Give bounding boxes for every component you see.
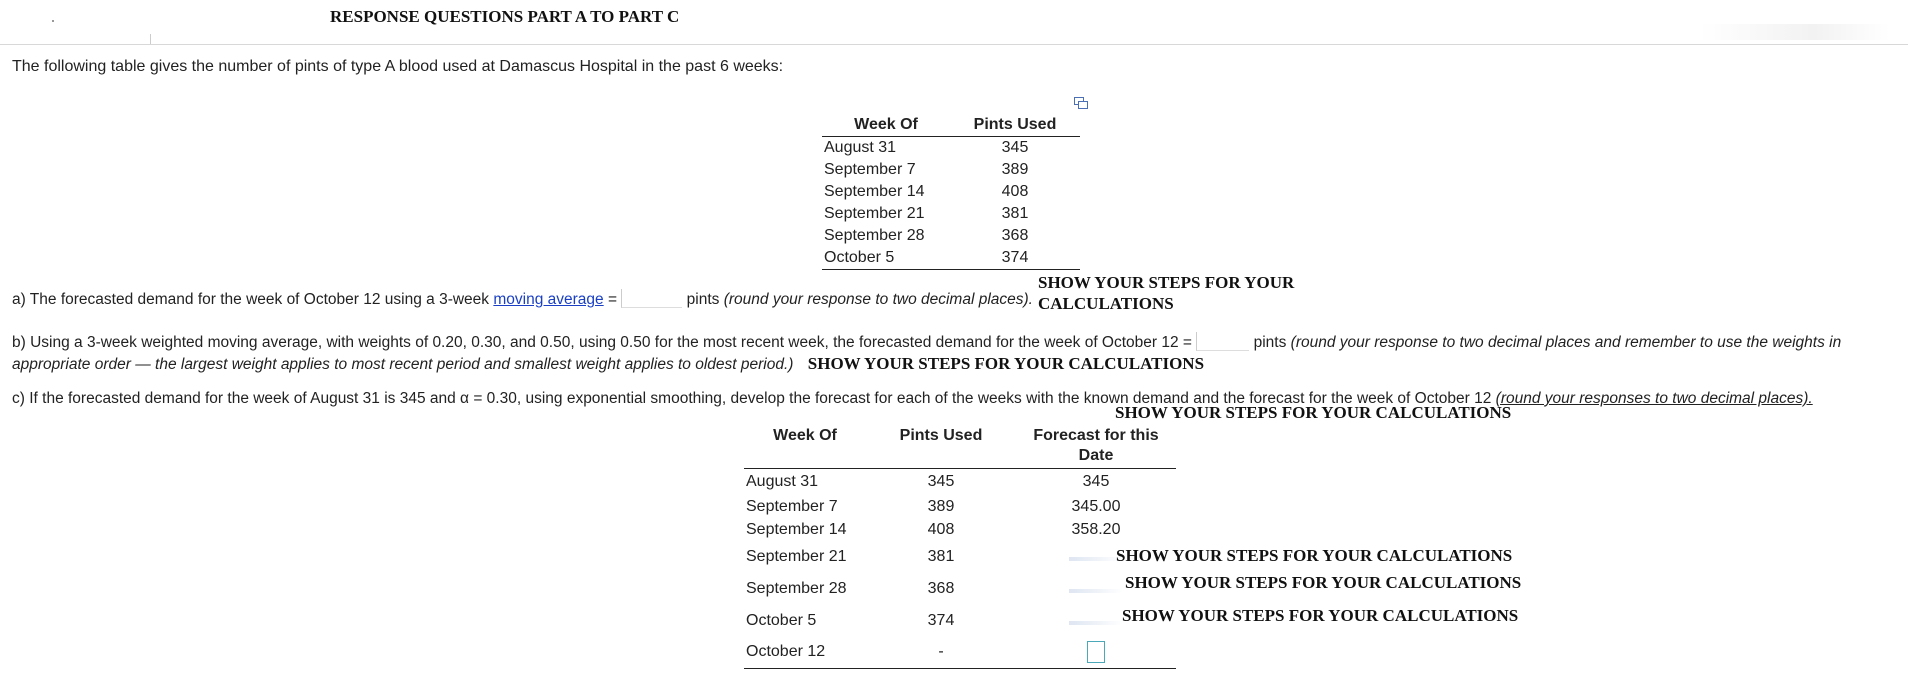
part-c-steps: SHOW YOUR STEPS FOR YOUR CALCULATIONS (1115, 403, 1512, 422)
part-b-question-line2 (12, 354, 1204, 374)
pints-cell: 389 (927, 497, 955, 515)
col-header-forecast: Forecast for this Date (1016, 426, 1176, 469)
week-cell: September 21 (824, 205, 925, 222)
col-header-week: Week Of (822, 114, 950, 137)
pints-cell: 368 (927, 579, 955, 597)
pints-cell: 345 (1001, 139, 1029, 156)
steps-sep21: SHOW YOUR STEPS FOR YOUR CALCULATIONS (1116, 546, 1513, 565)
week-cell: August 31 (746, 472, 819, 490)
week-cell: September 28 (746, 579, 847, 597)
forecast-table (744, 426, 1176, 669)
pints-cell: 345 (927, 472, 955, 490)
forecast-input-oct5[interactable] (1069, 621, 1123, 625)
intro-text: The following table gives the number of pints of type A blood used at Damascus Hospital in the past 6 weeks: (12, 58, 784, 75)
part-b-question-line1 (12, 332, 1841, 352)
table-row (822, 137, 1080, 160)
pints-cell: 374 (927, 611, 955, 629)
part-c-question (12, 390, 1813, 408)
table-row (822, 247, 1080, 270)
col-header-pints: Pints Used (950, 114, 1080, 137)
part-b-round-note: (round your response to two decimal places and remember to use the weights in (1290, 334, 1842, 351)
pints-cell: 374 (950, 247, 1080, 270)
table-row (744, 495, 1176, 519)
col-header-week: Week Of (744, 426, 866, 469)
week-cell: September 28 (824, 227, 925, 244)
pints-table (822, 114, 1080, 270)
pints-cell: 389 (1001, 161, 1029, 178)
table-row (744, 605, 1176, 637)
forecast-input-sep21[interactable] (1069, 557, 1123, 561)
steps-oct5: SHOW YOUR STEPS FOR YOUR CALCULATIONS (1122, 606, 1519, 625)
part-a-answer-input[interactable] (621, 289, 682, 308)
part-b-steps: SHOW YOUR STEPS FOR YOUR CALCULATIONS (807, 354, 1205, 373)
part-a-question (12, 289, 1033, 309)
page-title: RESPONSE QUESTIONS PART A TO PART C (330, 7, 680, 26)
pints-cell: - (866, 637, 1016, 669)
table-row (744, 519, 1176, 541)
col-header-pints: Pints Used (866, 426, 1016, 469)
part-b-pints: pints (1253, 334, 1291, 351)
table-row (822, 225, 1080, 247)
table-row (822, 181, 1080, 203)
forecast-cell: 345 (1082, 472, 1110, 490)
pints-cell: 368 (1001, 227, 1029, 244)
pints-cell: 408 (927, 520, 955, 538)
part-a-equals: = (603, 291, 618, 308)
week-cell: October 5 (746, 611, 817, 629)
pints-cell: 381 (927, 547, 955, 565)
header-divider (0, 44, 1908, 45)
week-cell: September 14 (824, 183, 925, 200)
forecast-input-oct12[interactable] (1087, 641, 1105, 663)
part-a-text: a) The forecasted demand for the week of October 12 using a 3-week (12, 291, 494, 308)
part-a-steps-line2: CALCULATIONS (1038, 294, 1174, 313)
pints-cell: 381 (1001, 205, 1029, 222)
forecast-cell (1016, 637, 1176, 669)
week-cell: October 5 (822, 247, 950, 270)
forecast-cell: 358.20 (1071, 520, 1121, 538)
week-cell: September 7 (746, 497, 838, 515)
part-c-round-note: (round your responses to two decimal places). (1495, 390, 1813, 407)
copy-icon[interactable] (1074, 97, 1088, 109)
part-b-weights-note: appropriate order — the largest weight applies to most recent period and smallest weight applies to oldest period.) (12, 356, 794, 373)
table-row (822, 159, 1080, 181)
pints-cell: 408 (1001, 183, 1029, 200)
table-row (744, 469, 1176, 495)
steps-sep28: SHOW YOUR STEPS FOR YOUR CALCULATIONS (1125, 573, 1522, 592)
part-a-round-note: (round your response to two decimal places). (723, 291, 1033, 308)
week-cell: September 21 (746, 547, 847, 565)
moving-average-link[interactable]: moving average (493, 291, 604, 308)
header-dot (52, 20, 54, 22)
week-cell: September 14 (746, 520, 847, 538)
forecast-cell: 345.00 (1071, 497, 1121, 515)
part-a-steps-line1: SHOW YOUR STEPS FOR YOUR (1038, 273, 1295, 292)
table-row (744, 541, 1176, 573)
forecast-input-sep28[interactable] (1069, 589, 1123, 593)
week-cell: October 12 (744, 637, 866, 669)
table-row (744, 637, 1176, 669)
part-b-answer-input[interactable] (1196, 332, 1249, 351)
part-c-text: c) If the forecasted demand for the week of August 31 is 345 and α = 0.30, using exponential smoothing, develop the forecast for each of the weeks with the known demand and the forecast for the week of October 12 (12, 390, 1496, 407)
part-a-pints: pints (686, 291, 724, 308)
header-faded-area (1700, 24, 1890, 40)
part-b-text: b) Using a 3-week weighted moving average, with weights of 0.20, 0.30, and 0.50, using 0.50 for the most recent week, the forecasted demand for the week of October 12 = (12, 334, 1192, 351)
table-row (744, 573, 1176, 605)
week-cell: September 7 (824, 161, 916, 178)
week-cell: August 31 (824, 139, 897, 156)
header-divider-tick (150, 34, 151, 44)
table-row (822, 203, 1080, 225)
